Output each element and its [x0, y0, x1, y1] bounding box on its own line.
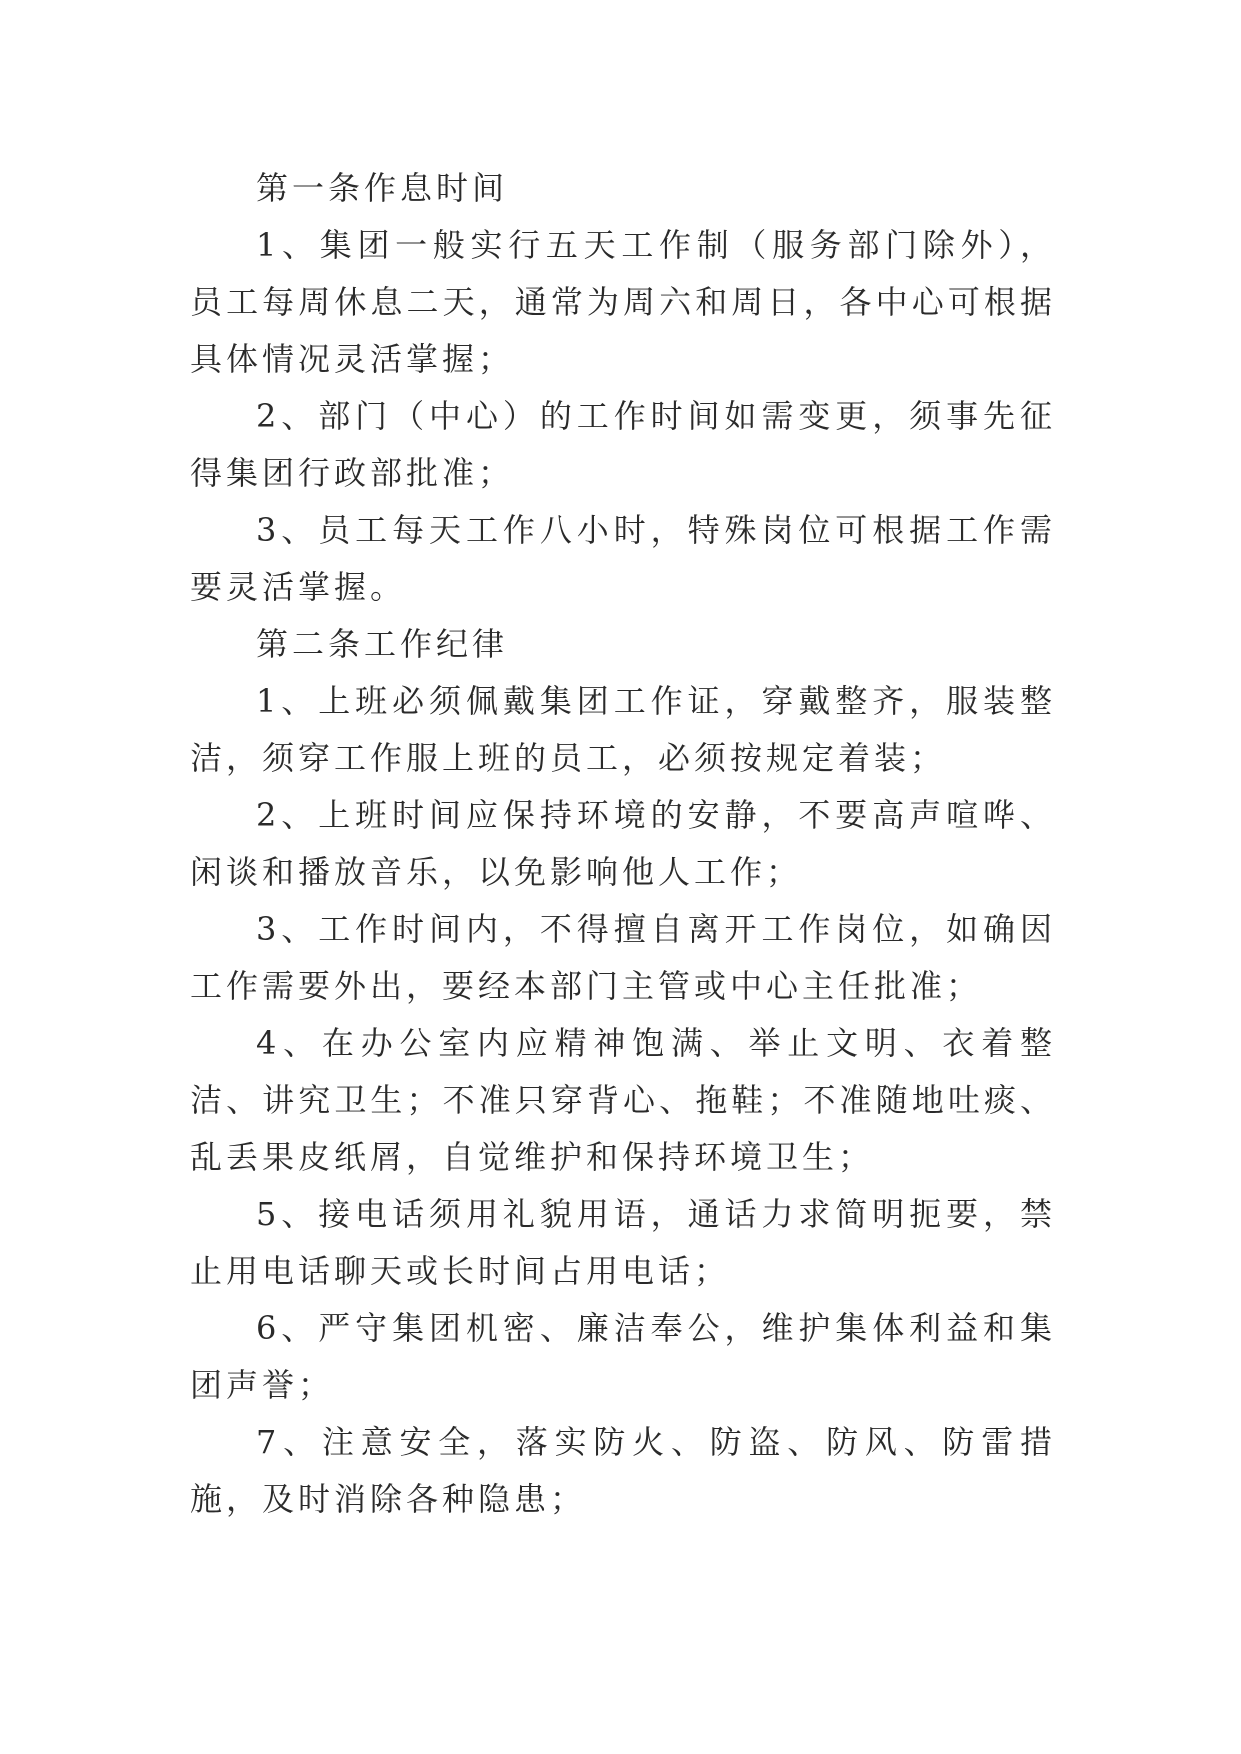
paragraph-2-7: 7、注意安全，落实防火、防盗、防风、防雷措施，及时消除各种隐患；: [190, 1423, 1056, 1518]
paragraph-1-1: 1、集团一般实行五天工作制（服务部门除外），员工每周休息二天，通常为周六和周日，各中心可根据具体情况灵活掌握；: [190, 226, 1056, 378]
section-heading-work-hours: 第一条作息时间: [256, 169, 509, 207]
paragraph-2-6: 6、严守集团机密、廉洁奉公，维护集体利益和集团声誉；: [190, 1309, 1056, 1404]
document-body: [190, 160, 1056, 1528]
paragraph-2-3: 3、工作时间内，不得擅自离开工作岗位，如确因工作需要外出，要经本部门主管或中心主任批准；: [190, 910, 1056, 1005]
paragraph-2-2: 2、上班时间应保持环境的安静，不要高声喧哗、闲谈和播放音乐，以免影响他人工作；: [190, 796, 1056, 891]
paragraph-2-1: 1、上班必须佩戴集团工作证，穿戴整齐，服装整洁，须穿工作服上班的员工，必须按规定着装；: [190, 682, 1056, 777]
paragraph-1-3: 3、员工每天工作八小时，特殊岗位可根据工作需要灵活掌握。: [190, 511, 1056, 606]
paragraph-1-2: 2、部门（中心）的工作时间如需变更，须事先征得集团行政部批准；: [190, 397, 1056, 492]
paragraph-2-5: 5、接电话须用礼貌用语，通话力求简明扼要，禁止用电话聊天或长时间占用电话；: [190, 1195, 1056, 1290]
paragraph-2-4: 4、在办公室内应精神饱满、举止文明、衣着整洁、讲究卫生；不准只穿背心、拖鞋；不准随地吐痰、乱丢果皮纸屑，自觉维护和保持环境卫生；: [190, 1024, 1056, 1176]
section-heading-work-discipline: 第二条工作纪律: [256, 625, 509, 663]
